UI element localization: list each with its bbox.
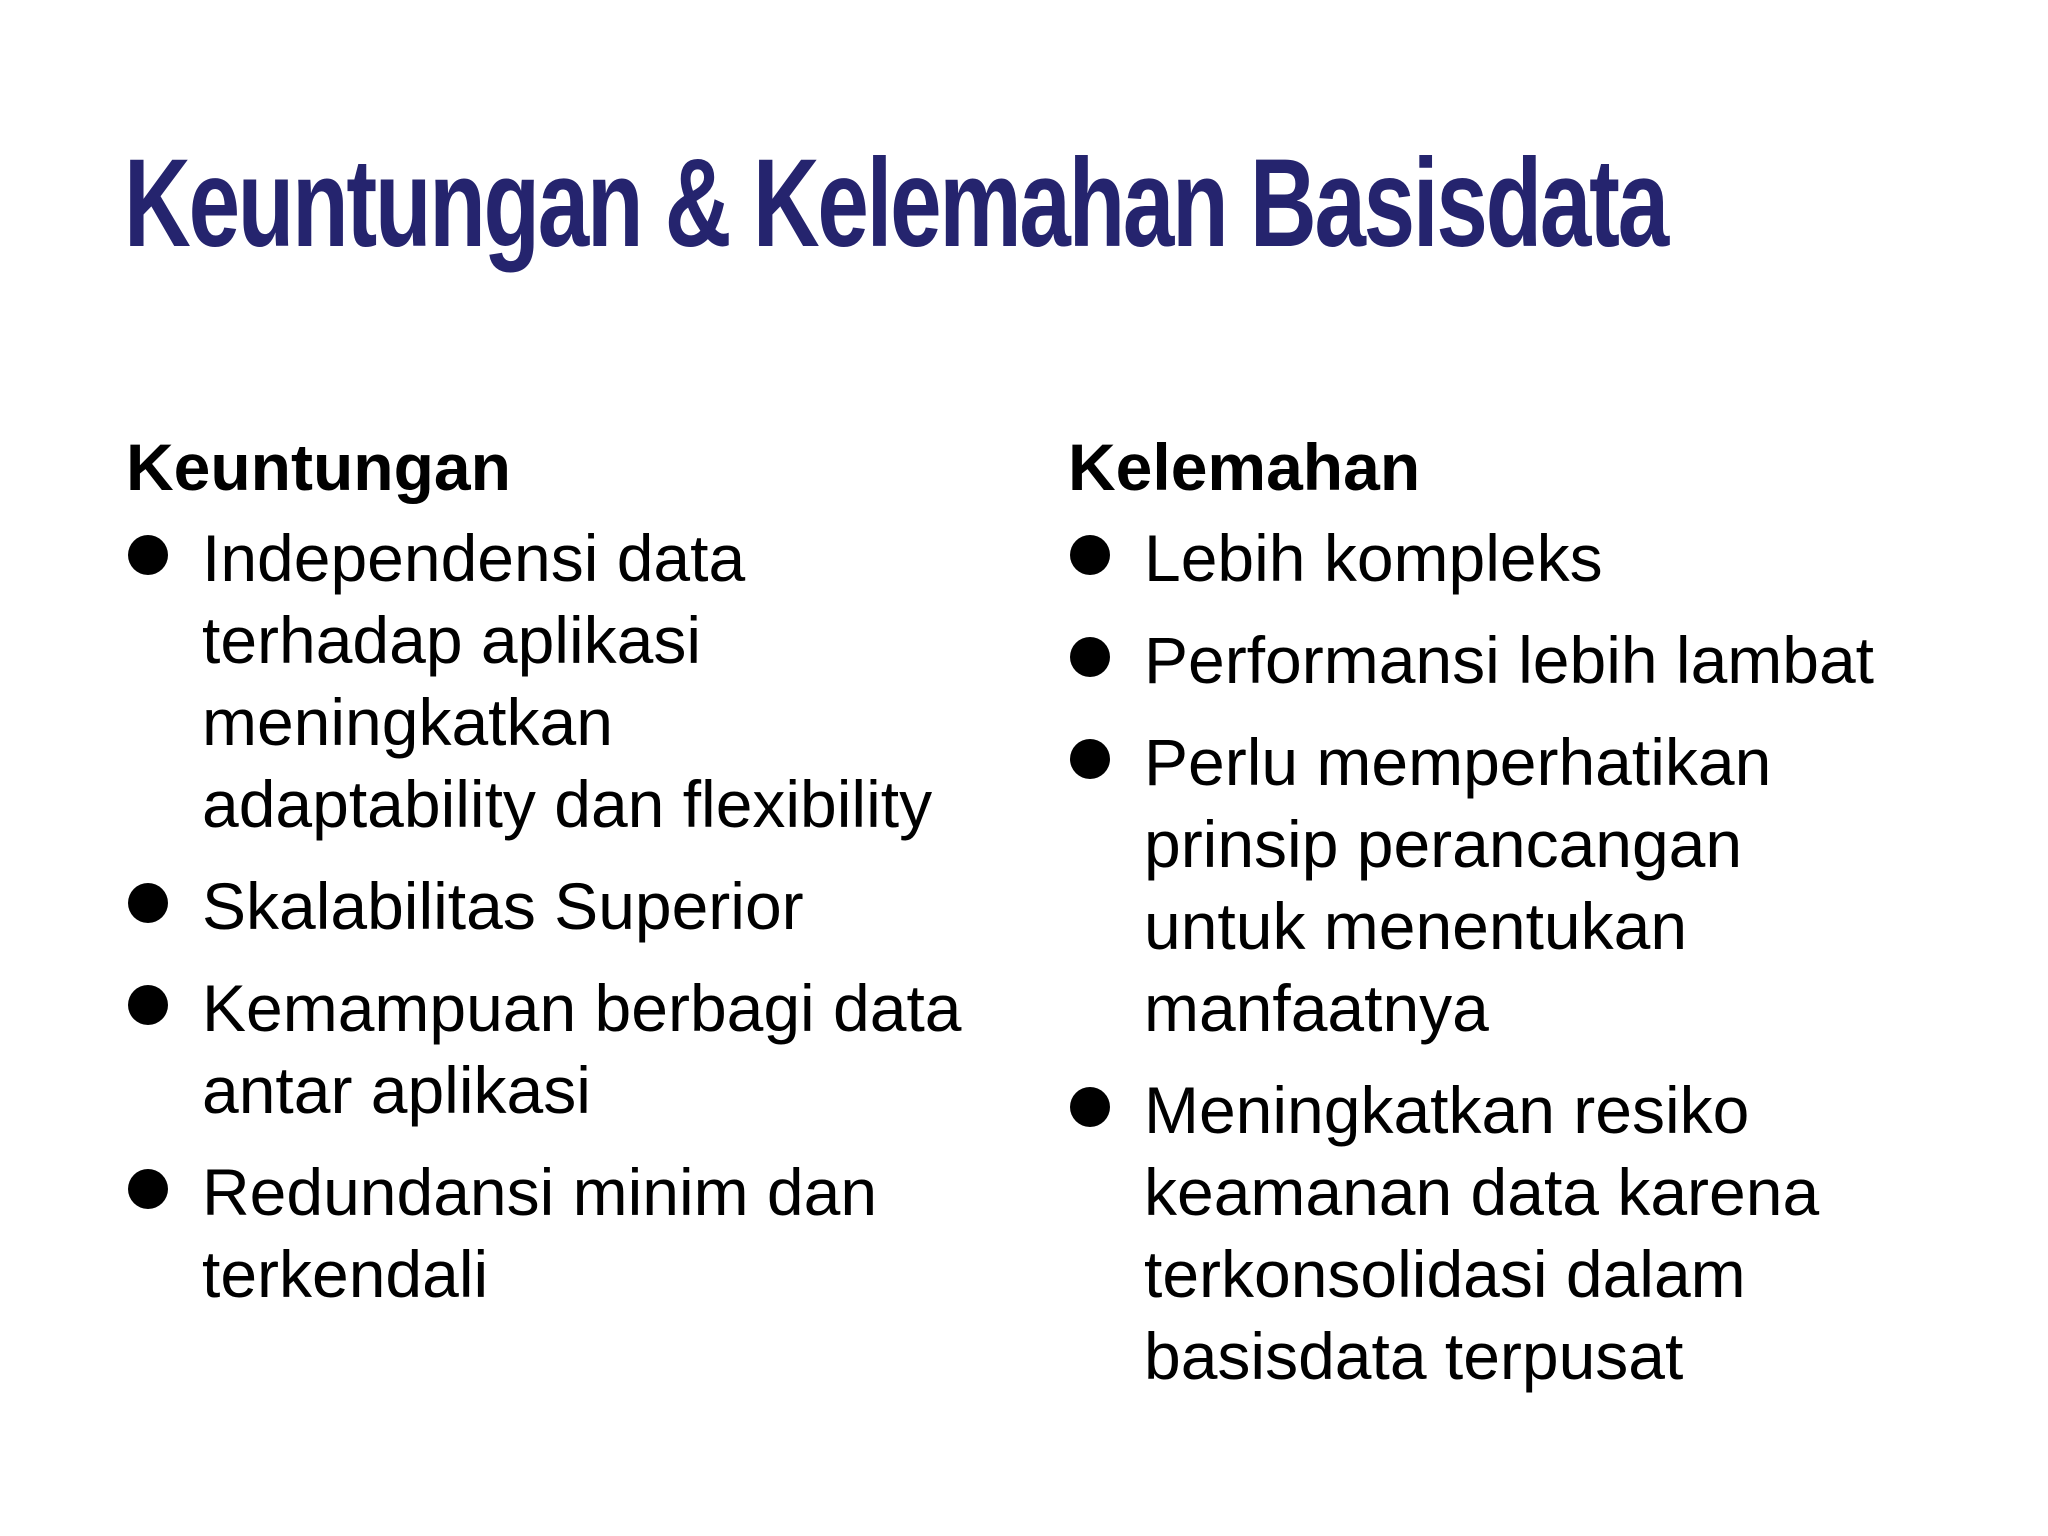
bullet-icon [1070,1087,1110,1127]
bullet-line: terhadap aplikasi [202,603,701,678]
bullet-icon [1070,739,1110,779]
bullet-line: Perlu memperhatikan [1144,725,1772,800]
bullet-line: Meningkatkan resiko [1144,1073,1750,1148]
bullet-line: meningkatkan [202,685,613,760]
bullet-line: Independensi data [202,521,746,596]
disadvantages-list [1068,517,2008,1397]
bullet-line: untuk menentukan [1144,889,1688,964]
bullet-line: adaptability dan flexibility [202,767,933,842]
list-item [1068,517,2008,599]
bullet-line: keamanan data karena [1144,1155,1820,1230]
disadvantages-heading: Kelemahan [1068,430,1421,504]
list-item [1068,1069,2008,1397]
bullet-icon [128,883,168,923]
bullet-line: Kemampuan berbagi data [202,971,962,1046]
bullet-icon [128,985,168,1025]
list-item [126,517,1026,845]
list-item [1068,721,2008,1049]
bullet-line: Performansi lebih lambat [1144,623,1874,698]
bullet-icon [1070,535,1110,575]
bullet-line: antar aplikasi [202,1053,591,1128]
bullet-line: terkendali [202,1237,489,1312]
bullet-line: basisdata terpusat [1144,1319,1684,1394]
list-item [1068,619,2008,701]
bullet-icon [1070,637,1110,677]
bullet-line: prinsip perancangan [1144,807,1743,882]
list-item [126,1151,1026,1315]
bullet-icon [128,1169,168,1209]
bullet-line: manfaatnya [1144,971,1489,1046]
bullet-line: terkonsolidasi dalam [1144,1237,1746,1312]
bullet-line: Lebih kompleks [1144,521,1603,596]
advantages-heading: Keuntungan [126,430,511,504]
bullet-icon [128,535,168,575]
slide-title: Keuntungan & Kelemahan Basisdata [124,134,1667,273]
advantages-column [126,428,1026,1335]
list-item [126,865,1026,947]
list-item [126,967,1026,1131]
advantages-list [126,517,1026,1315]
bullet-line: Skalabilitas Superior [202,869,804,944]
bullet-line: Redundansi minim dan [202,1155,878,1230]
disadvantages-column [1068,428,2008,1417]
